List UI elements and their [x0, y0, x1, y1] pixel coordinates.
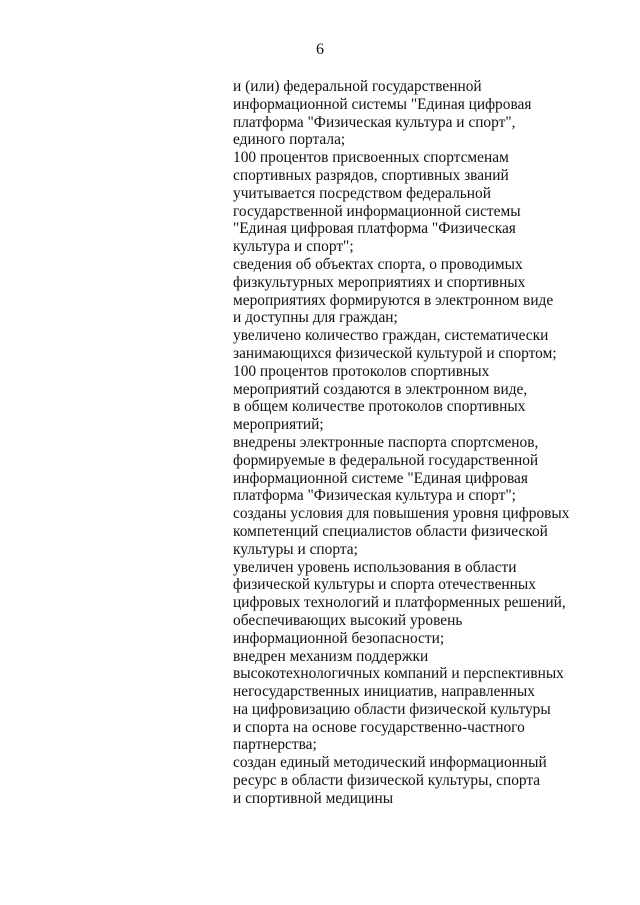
text-line: высокотехнологичных компаний и перспективных — [233, 665, 564, 683]
text-line: информационной системы "Единая цифровая — [233, 95, 532, 113]
text-line: внедрен механизм поддержки — [233, 647, 429, 665]
text-line: физической культуры и спорта отечественных — [233, 576, 536, 594]
text-line: информационной системе "Единая цифровая — [233, 469, 528, 487]
text-line: мероприятий создаются в электронном виде, — [233, 380, 528, 398]
text-line: ресурс в области физической культуры, спорта — [233, 772, 541, 790]
text-line: компетенций специалистов области физической — [233, 522, 548, 540]
text-line: негосударственных инициатив, направленных — [233, 683, 535, 701]
text-line: и спортивной медицины — [233, 789, 394, 807]
text-line: государственной информационной системы — [233, 202, 521, 220]
text-line: партнерства; — [233, 736, 317, 754]
text-line: 100 процентов протоколов спортивных — [233, 362, 490, 380]
text-line: информационной безопасности; — [233, 629, 445, 647]
text-line: единого портала; — [233, 131, 346, 149]
text-line: обеспечивающих высокий уровень — [233, 611, 463, 629]
text-line: в общем количестве протоколов спортивных — [233, 398, 526, 416]
text-line: и доступны для граждан; — [233, 309, 398, 327]
text-line: цифровых технологий и платформенных решений, — [233, 594, 566, 612]
text-line: и (или) федеральной государственной — [233, 78, 482, 95]
text-line: сведения об объектах спорта, о проводимых — [233, 255, 523, 273]
text-line: на цифровизацию области физической культуры — [233, 700, 551, 718]
document-body — [233, 78, 633, 808]
text-line: мероприятиях формируются в электронном виде — [233, 291, 554, 309]
text-line: физкультурных мероприятиях и спортивных — [233, 273, 526, 291]
text-line: 100 процентов присвоенных спортсменам — [233, 149, 509, 167]
text-line: платформа "Физическая культура и спорт", — [233, 113, 516, 131]
text-line: культура и спорт"; — [233, 238, 354, 256]
text-line: учитывается посредством федеральной — [233, 184, 491, 202]
text-line: внедрены электронные паспорта спортсменов, — [233, 433, 539, 451]
text-line: мероприятий; — [233, 416, 324, 434]
text-line: увеличен уровень использования в области — [233, 558, 517, 576]
text-line: и спорта на основе государственно-частного — [233, 718, 525, 736]
text-line: спортивных разрядов, спортивных званий — [233, 166, 509, 184]
text-line: платформа "Физическая культура и спорт"; — [233, 487, 516, 505]
text-line: созданы условия для повышения уровня цифровых — [233, 505, 570, 523]
text-line: создан единый методический информационный — [233, 754, 547, 772]
text-line: формируемые в федеральной государственной — [233, 451, 539, 469]
text-line: занимающихся физической культурой и спортом; — [233, 344, 557, 362]
text-line: увеличено количество граждан, систематически — [233, 327, 549, 345]
text-line: "Единая цифровая платформа "Физическая — [233, 220, 516, 238]
text-line: культуры и спорта; — [233, 540, 358, 558]
page-number: 6 — [316, 41, 324, 58]
